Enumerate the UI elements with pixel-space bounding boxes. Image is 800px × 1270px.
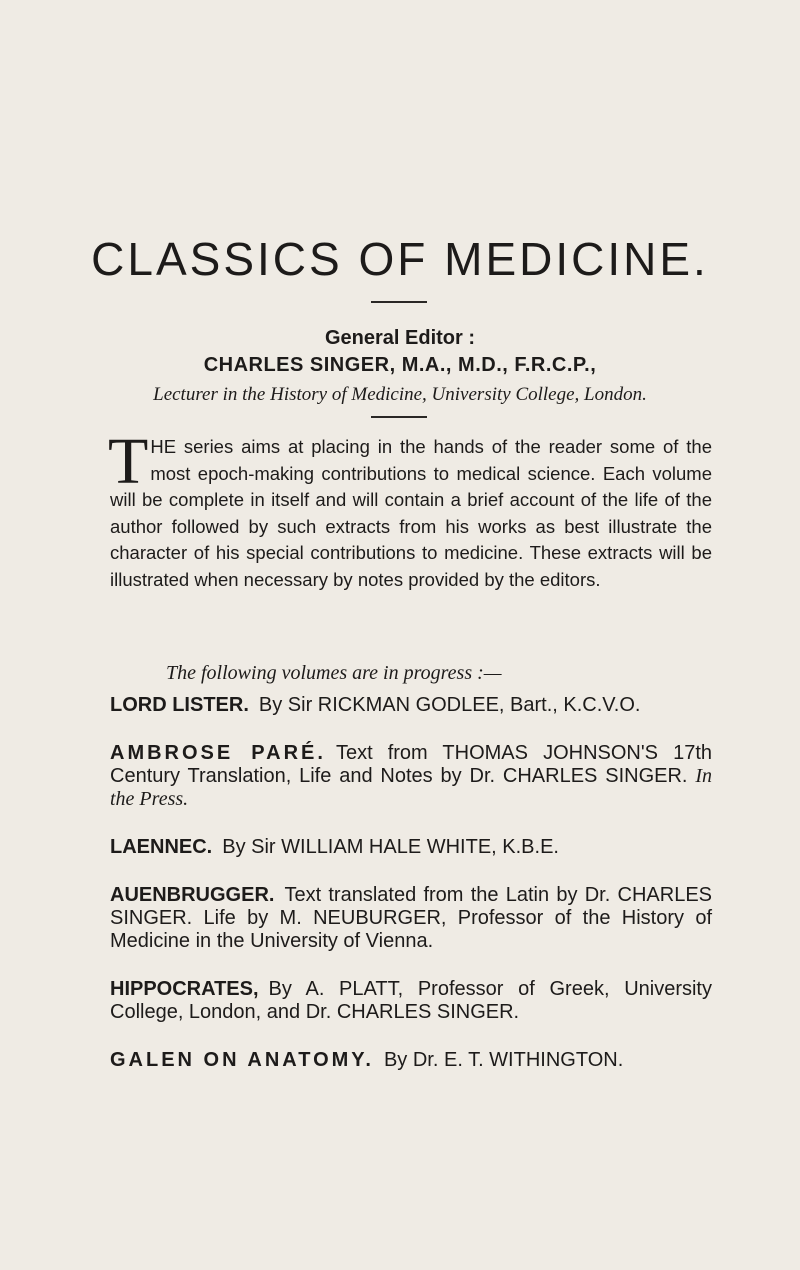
divider-rule-top xyxy=(371,301,427,303)
volume-entry xyxy=(110,836,712,859)
volume-name: AMBROSE PARÉ. xyxy=(110,742,326,764)
page-title: CLASSICS OF MEDICINE. xyxy=(91,233,709,285)
editor-affiliation: Lecturer in the History of Medicine, University College, London. xyxy=(153,384,647,405)
volume-name: LAENNEC. xyxy=(110,836,213,858)
volume-entry xyxy=(110,1049,712,1072)
volume-text: By Dr. E. T. WITHINGTON. xyxy=(383,1049,624,1071)
volume-list xyxy=(110,694,712,1097)
divider-rule-bottom xyxy=(371,416,427,418)
following-volumes-label: The following volumes are in progress :— xyxy=(166,662,502,684)
volume-name: HIPPOCRATES, xyxy=(110,978,259,1000)
volume-text: Text translated from the Latin by Dr. CHARLES SINGER. Life by M. NEUBURGER, Professor of the History of Medicine in the University of Vienna. xyxy=(110,884,712,952)
intro-paragraph xyxy=(108,425,712,593)
volume-entry xyxy=(110,694,712,717)
volume-text: By Sir WILLIAM HALE WHITE, K.B.E. xyxy=(222,836,559,858)
volume-text: By A. PLATT, Professor of Greek, University College, London, and Dr. CHARLES SINGER. xyxy=(110,978,712,1023)
volume-name: AUENBRUGGER. xyxy=(110,884,275,906)
volume-text: Text from THOMAS JOHNSON'S 17th Century Translation, Life and Notes by Dr. CHARLES SINGER. xyxy=(110,742,713,787)
volume-note: In the Press. xyxy=(110,765,712,810)
volume-entry xyxy=(110,978,712,1024)
volume-entry xyxy=(110,742,712,811)
dropcap-letter: T xyxy=(108,425,149,498)
volume-text: By Sir RICKMAN GODLEE, Bart., K.C.V.O. xyxy=(258,694,641,716)
volume-name: LORD LISTER. xyxy=(110,694,249,716)
volume-entry xyxy=(110,884,712,953)
editor-name: CHARLES SINGER, M.A., M.D., F.R.C.P., xyxy=(203,354,597,376)
intro-text: HE series aims at placing in the hands of the reader some of the most epoch-making contributions to medical science. Each volume will be complete in itself and will contain a brief account of the life of the author followed by such extracts from his works as best illustrate the character of his special contributions to medicine. These extracts will be illustrated when necessary by notes provided by the editors. xyxy=(110,436,712,590)
editor-heading: General Editor : xyxy=(324,327,476,349)
volume-name: GALEN ON ANATOMY. xyxy=(110,1049,374,1071)
